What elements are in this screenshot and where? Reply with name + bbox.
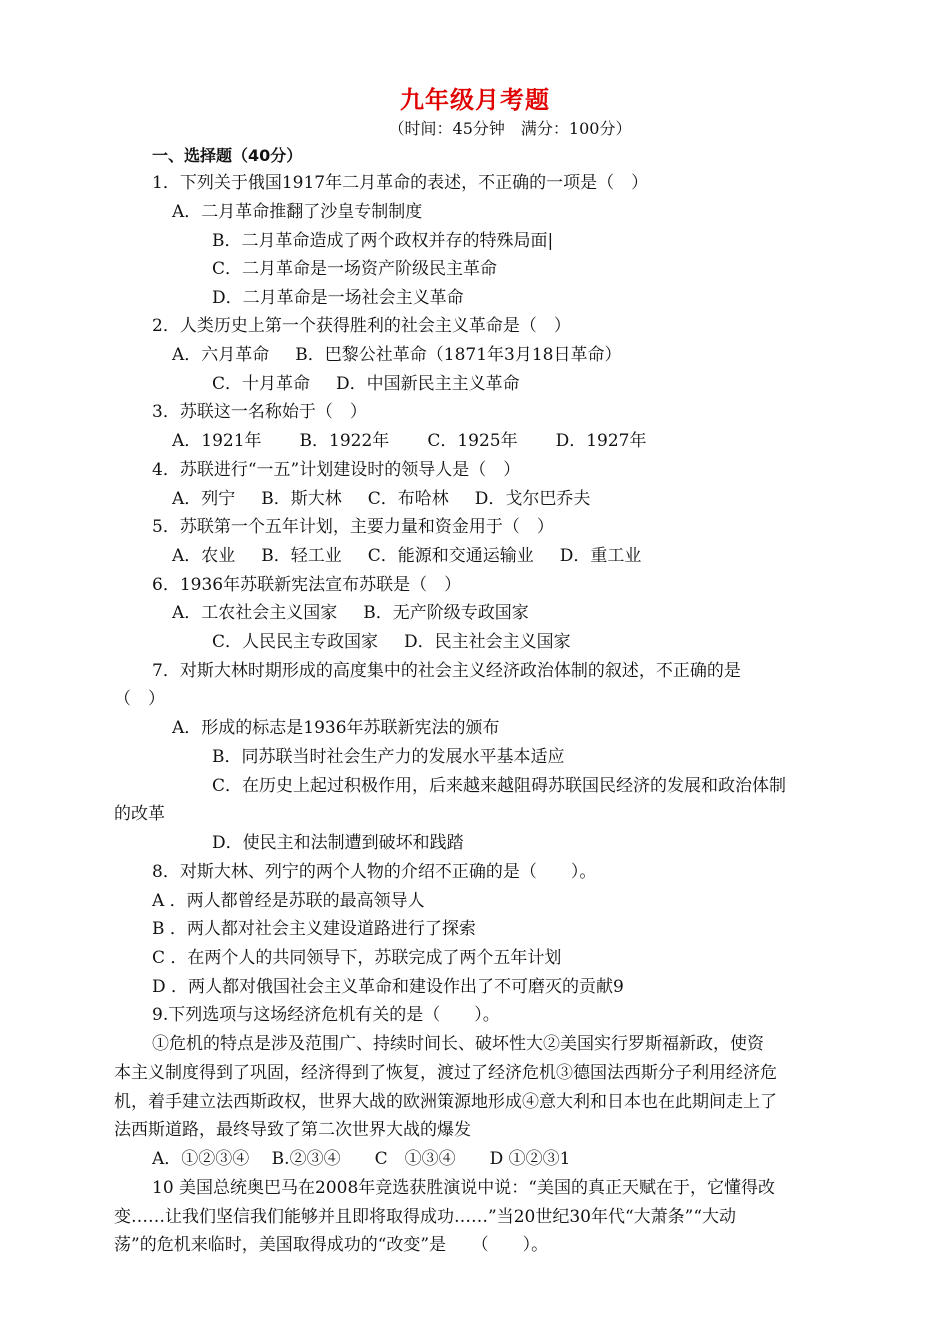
section-heading: 一、选择题（40分） [152,146,303,165]
question-6-options-row-2 [212,631,597,653]
question-8-option-d: D ．两人都对俄国社会主义革命和建设作出了不可磨灭的贡献9 [152,977,624,997]
question-8-option-a: A ．两人都曾经是苏联的最高领导人 [152,891,425,911]
question-2-stem: 2．人类历史上第一个获得胜利的社会主义革命是（ ） [152,316,571,336]
question-9-body-line: 本主义制度得到了巩固，经济得到了恢复，渡过了经济危机③德国法西斯分子利用经济危 [114,1063,777,1083]
question-3-option-a: A．1921年 [172,431,262,451]
question-5-options [172,545,667,567]
question-1-option-b: B．二月革命造成了两个政权并存的特殊局面| [212,231,554,251]
question-7-stem-continued: （ ） [114,689,165,709]
question-1-option-c: C．二月革命是一场资产阶级民主革命 [212,259,498,279]
question-8-stem: 8．对斯大林、列宁的两个人物的介绍不正确的是（ ）。 [152,862,597,882]
question-8-option-b: B ．两人都对社会主义建设道路进行了探索 [152,919,476,939]
question-2-option-d: D．中国新民主主义革命 [336,374,520,394]
question-4-stem: 4．苏联进行“一五”计划建设时的领导人是（ ） [152,460,521,480]
question-8-option-c: C ．在两个人的共同领导下，苏联完成了两个五年计划 [152,948,562,968]
question-7-option-a: A．形成的标志是1936年苏联新宪法的颁布 [172,718,500,738]
question-2-option-b: B．巴黎公社革命（1871年3月18日革命） [295,345,622,365]
question-7-option-b: B．同苏联当时社会生产力的发展水平基本适应 [212,747,565,767]
question-7-option-c: C．在历史上起过积极作用，后来越来越阻碍苏联国民经济的发展和政治体制 [212,776,787,796]
question-3-options [172,430,673,452]
question-4-option-c: C．布哈林 [367,489,449,509]
question-7-option-d: D．使民主和法制遭到破坏和践踏 [212,833,464,853]
question-5-option-a: A．农业 [172,546,236,566]
question-7-stem: 7．对斯大林时期形成的高度集中的社会主义经济政治体制的叙述，不正确的是 [152,661,741,681]
question-9-stem: 9.下列选项与这场经济危机有关的是（ ）。 [152,1005,500,1025]
question-9-body-line: ①危机的特点是涉及范围广、持续时间长、破坏性大②美国实行罗斯福新政，使资 [152,1034,764,1054]
question-5-option-b: B．轻工业 [261,546,342,566]
question-4-option-b: B．斯大林 [261,489,342,509]
question-7-option-c-continued: 的改革 [114,804,165,824]
question-3-option-d: D．1927年 [555,431,647,451]
question-10-line: 变……让我们坚信我们能够并且即将取得成功……”当20世纪30年代“大萧条”“大动 [114,1207,737,1227]
question-3-option-c: C．1925年 [427,431,518,451]
question-6-stem: 6．1936年苏联新宪法宣布苏联是（ ） [152,575,462,595]
question-4-option-a: A．列宁 [172,489,236,509]
question-1-stem: 1．下列关于俄国1917年二月革命的表述，不正确的一项是（ ） [152,173,649,193]
question-10-line: 荡”的危机来临时，美国取得成功的“改变”是 （ ）。 [114,1235,549,1255]
question-2-options-row-1 [172,344,648,366]
question-3-option-b: B．1922年 [299,431,390,451]
page-title: 九年级月考题 [400,86,550,114]
question-6-option-b: B．无产阶级专政国家 [363,603,529,623]
question-9-body-line: 法西斯道路，最终导致了第二次世界大战的爆发 [114,1120,471,1140]
question-1-option-d: D．二月革命是一场社会主义革命 [212,288,464,308]
question-5-stem: 5．苏联第一个五年计划，主要力量和资金用于（ ） [152,517,554,537]
exam-time-and-score: （时间：45分钟 满分：100分） [388,119,632,138]
question-5-option-d: D．重工业 [559,546,642,566]
question-10-line: 10 美国总统奥巴马在2008年竞选获胜演说中说：“美国的真正天赋在于，它懂得改 [152,1178,775,1198]
question-6-option-a: A．工农社会主义国家 [172,603,338,623]
question-9-options: A．①②③④ B.②③④ C ①③④ D ①②③1 [152,1149,571,1169]
question-4-options [172,488,616,510]
question-2-option-a: A．六月革命 [172,345,270,365]
question-1-option-a: A．二月革命推翻了沙皇专制制度 [172,202,423,222]
question-5-option-c: C．能源和交通运输业 [367,546,534,566]
question-3-stem: 3．苏联这一名称始于（ ） [152,402,367,422]
question-9-body-line: 机，着手建立法西斯政权，世界大战的欧洲策源地形成④意大利和日本也在此期间走上了 [114,1092,777,1112]
question-6-option-c: C．人民民主专政国家 [212,632,379,652]
question-6-option-d: D．民主社会主义国家 [404,632,571,652]
question-6-options-row-1 [172,602,555,624]
question-2-options-row-2 [212,373,546,395]
question-2-option-c: C．十月革命 [212,374,311,394]
question-4-option-d: D．戈尔巴乔夫 [474,489,591,509]
